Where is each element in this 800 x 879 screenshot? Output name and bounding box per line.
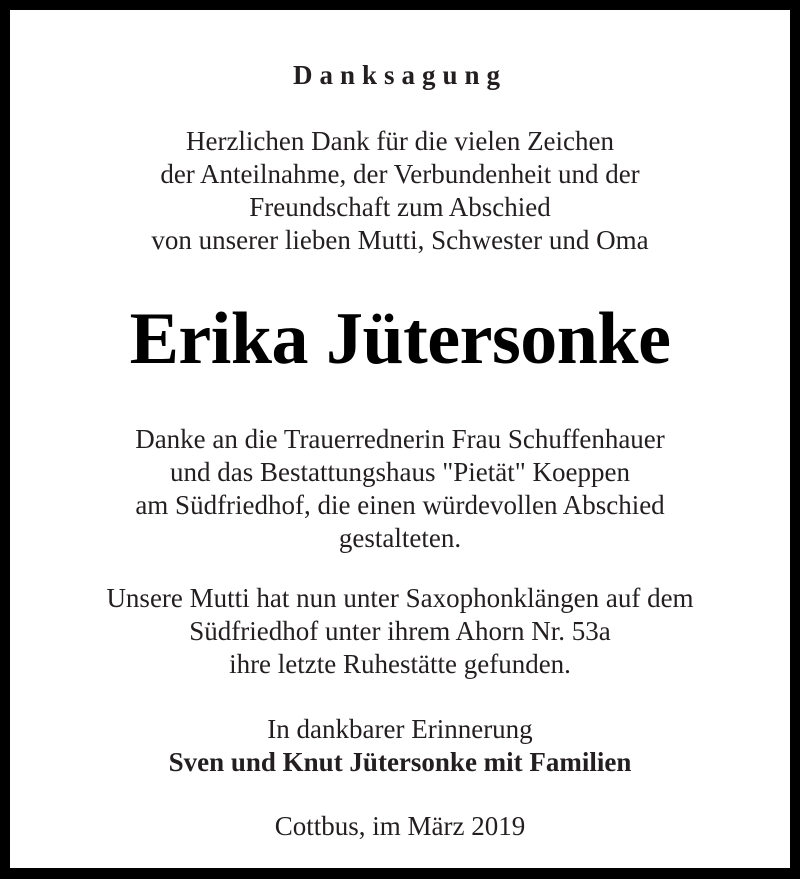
intro-line-3: Freundschaft zum Abschied: [249, 192, 551, 222]
signatories: Sven und Knut Jütersonke mit Familien: [168, 747, 632, 777]
resting-line-3: ihre letzte Ruhestätte gefunden.: [229, 649, 571, 679]
death-notice-card: [10, 10, 790, 868]
thanks-line-1: Danke an die Trauerrednerin Frau Schuffenhauer: [135, 424, 665, 454]
resting-line-1: Unsere Mutti hat nun unter Saxophonklängen auf dem: [106, 583, 694, 613]
deceased-name: Erika Jütersonke: [129, 298, 671, 380]
closing-line: In dankbarer Erinnerung: [267, 714, 533, 744]
place-date: Cottbus, im März 2019: [274, 811, 526, 841]
thanks-line-3: am Südfriedhof, die einen würdevollen Abschied: [135, 490, 665, 520]
intro-line-1: Herzlichen Dank für die vielen Zeichen: [185, 126, 615, 156]
resting-line-2: Südfriedhof unter ihrem Ahorn Nr. 53a: [189, 616, 611, 646]
thanks-line-2: und das Bestattungshaus "Pietät" Koeppen: [170, 457, 630, 487]
intro-line-2: der Anteilnahme, der Verbundenheit und der: [160, 159, 640, 189]
notice-heading: Danksagung: [292, 60, 508, 90]
intro-line-4: von unserer lieben Mutti, Schwester und Oma: [151, 225, 649, 255]
thanks-line-4: gestalteten.: [338, 523, 462, 553]
